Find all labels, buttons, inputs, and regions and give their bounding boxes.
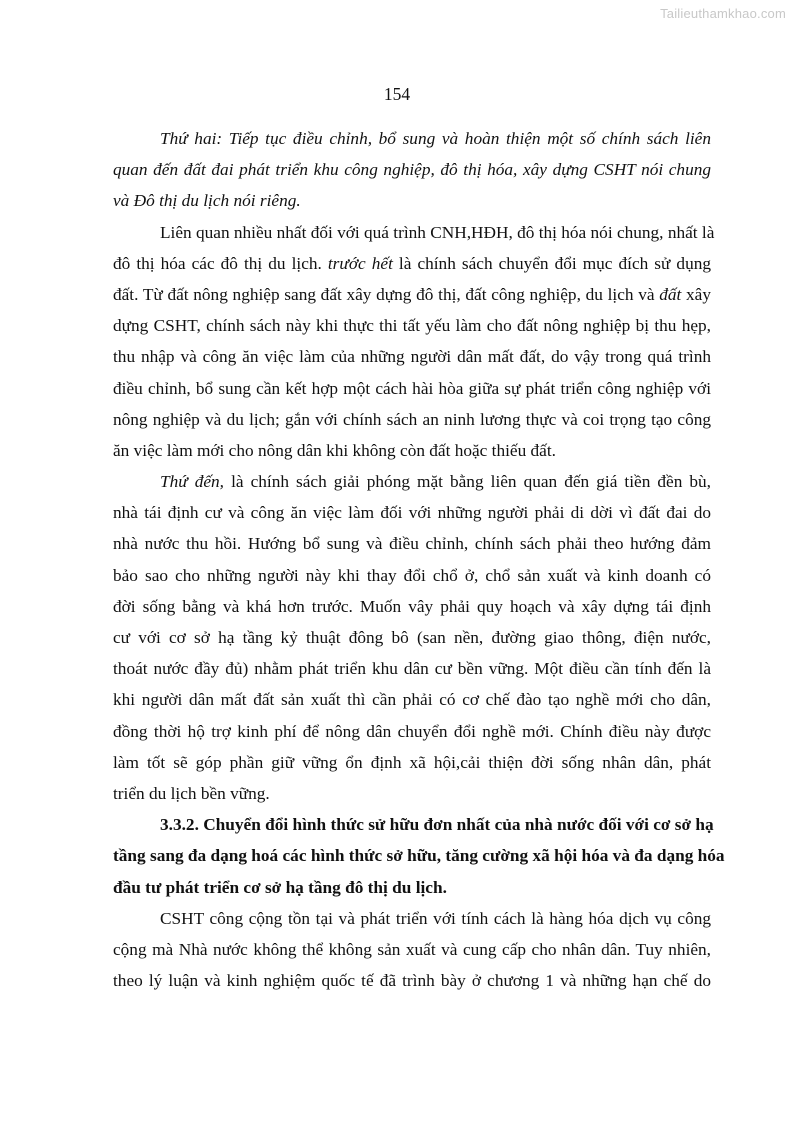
text-span: là chính sách chuyển đổi mục đích sử dụng: [392, 253, 711, 273]
text-line: điều chỉnh, bổ sung cần kết hợp một cách hài hòa giữa sự phát triển công nghiệp với: [113, 378, 711, 398]
text-line: nhà tái định cư và công ăn việc làm đối với những người phải di dời vì đất đai do: [113, 503, 711, 523]
emphasis-text: trước hết: [327, 253, 393, 273]
heading-line: tầng sang đa dạng hoá các hình thức sở hữu, tăng cường xã hội hóa và đa dạng hóa: [113, 846, 725, 866]
emphasis-text: Thứ đến,: [160, 472, 225, 492]
heading-line: 3.3.2. Chuyển đổi hình thức sử hữu đơn nhất của nhà nước đối với cơ sở hạ: [160, 815, 714, 835]
text-line: cư với cơ sở hạ tầng kỷ thuật đông bô (san nền, đường giao thông, điện nước,: [113, 628, 711, 647]
emphasis-text: đất: [659, 284, 682, 304]
text-line: nhà nước thu hồi. Hướng bổ sung và điều chỉnh, chính sách phải theo hướng đảm: [113, 534, 711, 554]
heading-line: đầu tư phát triển cơ sở hạ tầng đô thị du lịch.: [113, 877, 447, 897]
text-span: đất. Từ đất nông nghiệp sang đất xây dựng đô thị, đất công nghiệp, du lịch và: [113, 284, 660, 304]
watermark: Tailieuthamkhao.com: [660, 6, 786, 21]
text-line: cộng mà Nhà nước không thể không sản xuất và cung cấp cho nhân dân. Tuy nhiên,: [113, 939, 711, 959]
text-line: quan đến đất đai phát triển khu công nghiệp, đô thị hóa, xây dựng CSHT nói chung: [113, 160, 711, 180]
text-span: đô thị hóa các đô thị du lịch.: [113, 253, 328, 273]
text-line: CSHT công cộng tồn tại và phát triển với tính cách là hàng hóa dịch vụ công: [160, 908, 711, 928]
text-line: đồng thời hộ trợ kinh phí để nông dân chuyển đổi nghề mới. Chính điều này được: [113, 721, 711, 741]
page-number: 154: [383, 84, 411, 104]
text-line: đời sống bằng và khá hơn trước. Muốn vây phải quy hoạch và xây dựng tái định: [113, 596, 711, 616]
text-line: ăn việc làm mới cho nông dân khi không còn đất hoặc thiếu đất.: [113, 440, 556, 460]
text-span: xây: [681, 284, 711, 304]
paragraph-thu-hai: [113, 123, 711, 217]
text-line: Liên quan nhiều nhất đối với quá trình CNH,HĐH, đô thị hóa nói chung, nhất là: [160, 222, 715, 242]
paragraph-thu-den: [113, 466, 711, 809]
document-body: [113, 123, 725, 996]
text-line: nông nghiệp và du lịch; gắn với chính sách an ninh lương thực và coi trọng tạo công: [113, 409, 711, 429]
text-span: là chính sách giải phóng mặt bằng liên quan đến giá tiền đền bù,: [224, 472, 711, 492]
text-line: [113, 466, 711, 497]
paragraph-land-policy: [113, 217, 715, 467]
text-line: thu nhập và công ăn việc làm của những người dân mất đất, do vậy trong quá trình: [113, 347, 711, 367]
text-line: dựng CSHT, chính sách này khi thực thi tất yếu làm cho đất nông nghiệp bị thu hẹp,: [113, 316, 711, 336]
text-line: làm tốt sẽ góp phần giữ vững ổn định xã hội,cải thiện đời sống nhân dân, phát: [113, 752, 711, 772]
text-line: triển du lịch bền vững.: [113, 783, 270, 803]
text-line: [113, 279, 711, 310]
text-line: [113, 248, 711, 279]
text-line: và Đô thị du lịch nói riêng.: [113, 191, 301, 211]
text-line: theo lý luận và kinh nghiệm quốc tế đã trình bày ở chương 1 và những hạn chế do: [113, 971, 711, 991]
text-line: thoát nước đầy đủ) nhằm phát triển khu dân cư bền vững. Một điều cần tính đến là: [113, 659, 711, 679]
section-heading-3-3-2: [113, 809, 725, 903]
text-line: bảo sao cho những người này khi thay đổi chổ ở, chổ sản xuất và kinh doanh có: [113, 565, 711, 585]
text-line: Thứ hai: Tiếp tục điều chỉnh, bổ sung và hoàn thiện một số chính sách liên: [160, 129, 711, 148]
paragraph-csht: [113, 903, 711, 997]
text-line: khi người dân mất đất sản xuất thì cần phải có cơ chế đào tạo nghề mới cho dân,: [113, 690, 711, 710]
